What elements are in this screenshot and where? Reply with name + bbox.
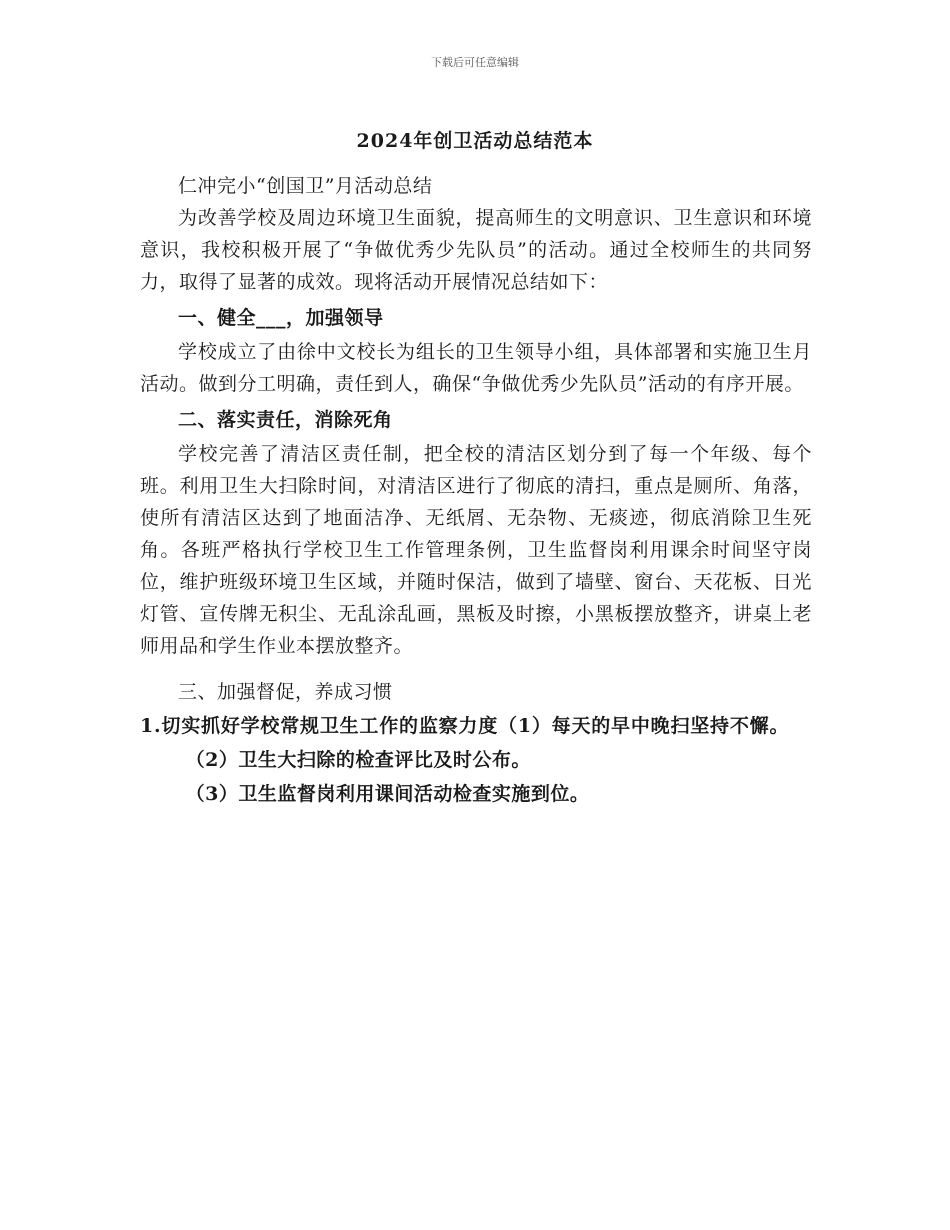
document-title: 2024年创卫活动总结范本 (356, 130, 594, 152)
document-body (140, 170, 812, 810)
section-2-body: 学校完善了清洁区责任制，把全校的清洁区划分到了每一个年级、每个班。利用卫生大扫除时间，对清洁区进行了彻底的清扫，重点是厕所、角落，使所有清洁区达到了地面洁净、无纸屑、无杂物、无痰迹，彻底消除卫生死角。各班严格执行学校卫生工作管理条例，卫生监督岗利用课余时间坚守岗位，维护班级环境卫生区域，并随时保洁，做到了墙壁、窗台、天花板、日光灯管、宣传牌无积尘、无乱涂乱画，黑板及时擦，小黑板摆放整齐，讲桌上老师用品和学生作业本摆放整齐。 (140, 443, 812, 657)
section-3-item-1: 1.切实抓好学校常规卫生工作的监察力度（1）每天的早中晚扫坚持不懈。 (140, 715, 790, 737)
header-note: 下载后可任意编辑 (431, 56, 519, 69)
spacer (140, 662, 812, 672)
section-1-body: 学校成立了由徐中文校长为组长的卫生领导小组，具体部署和实施卫生月活动。做到分工明确，责任到人，确保“争做优秀少先队员”活动的有序开展。 (140, 341, 812, 395)
section-3-item-2: （2）卫生大扫除的检查评比及时公布。 (185, 749, 531, 771)
section-3-heading: 三、加强督促，养成习惯 (178, 681, 393, 703)
document-subtitle: 仁冲完小“创国卫”月活动总结 (178, 175, 433, 197)
section-2-heading: 二、落实责任，消除死角 (178, 409, 393, 431)
section-3-item-3: （3）卫生监督岗利用课间活动检查实施到位。 (185, 783, 590, 805)
intro-paragraph: 为改善学校及周边环境卫生面貌，提高师生的文明意识、卫生意识和环境意识，我校积极开展了“争做优秀少先队员”的活动。通过全校师生的共同努力，取得了显著的成效。现将活动开展情况总结如下： (140, 207, 812, 293)
section-1-heading: 一、健全___，加强领导 (178, 307, 384, 329)
